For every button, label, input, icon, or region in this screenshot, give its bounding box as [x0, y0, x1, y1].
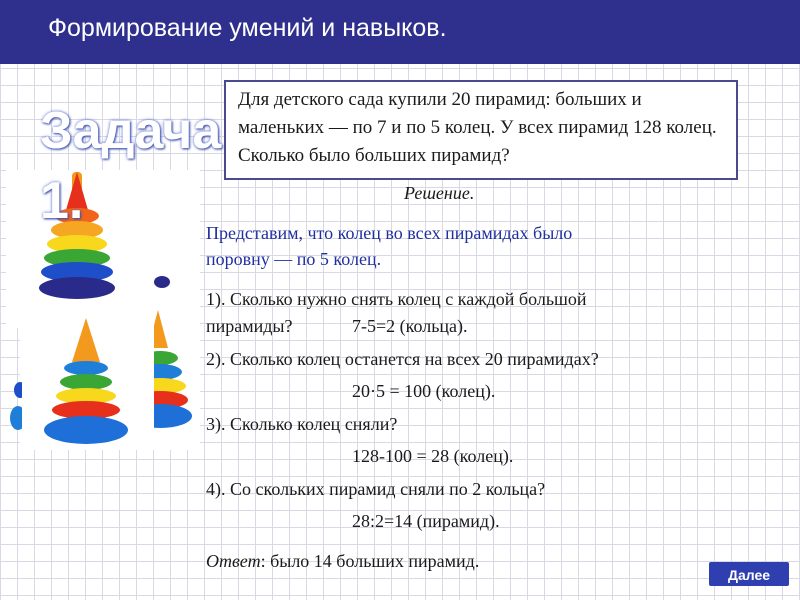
task-heading: Задача 1. — [40, 102, 222, 230]
header-bar — [0, 0, 800, 64]
problem-statement: Для детского сада купили 20 пирамид: больших и маленьких — по 7 и по 5 колец. У всех пирамид 128 колец. Сколько было больших пирамид? — [224, 80, 738, 180]
next-button[interactable]: Далее — [709, 562, 789, 586]
step2-question: 2). Сколько колец останется на всех 20 пирамидах? — [206, 349, 599, 369]
header-title: Формирование умений и навыков. — [48, 14, 447, 42]
final-answer-text: : было 14 больших пирамид. — [260, 551, 480, 571]
step1-answer: 7-5=2 (кольца). — [352, 316, 468, 336]
solution-intro-line1: Представим, что колец во всех пирамидах было — [206, 223, 573, 243]
solution-intro-line2: поровну — по 5 колец. — [206, 249, 382, 269]
left-pyramid-edge-image — [6, 330, 22, 440]
step1-question-line1: 1). Сколько нужно снять колец с каждой большой — [206, 289, 587, 309]
step3-answer: 128-100 = 28 (колец). — [352, 446, 514, 466]
step4-answer: 28:2=14 (пирамид). — [352, 511, 500, 531]
final-answer-label: Ответ — [206, 551, 261, 571]
solution-title: Решение. — [404, 183, 475, 203]
step1-question-line2: пирамиды? — [206, 316, 293, 336]
step4-question: 4). Со скольких пирамид сняли по 2 кольца? — [206, 479, 546, 499]
small-pyramid-image — [20, 304, 154, 450]
step3-question: 3). Сколько колец сняли? — [206, 414, 398, 434]
final-answer — [206, 548, 479, 574]
step2-answer: 20·5 = 100 (колец). — [352, 381, 496, 401]
